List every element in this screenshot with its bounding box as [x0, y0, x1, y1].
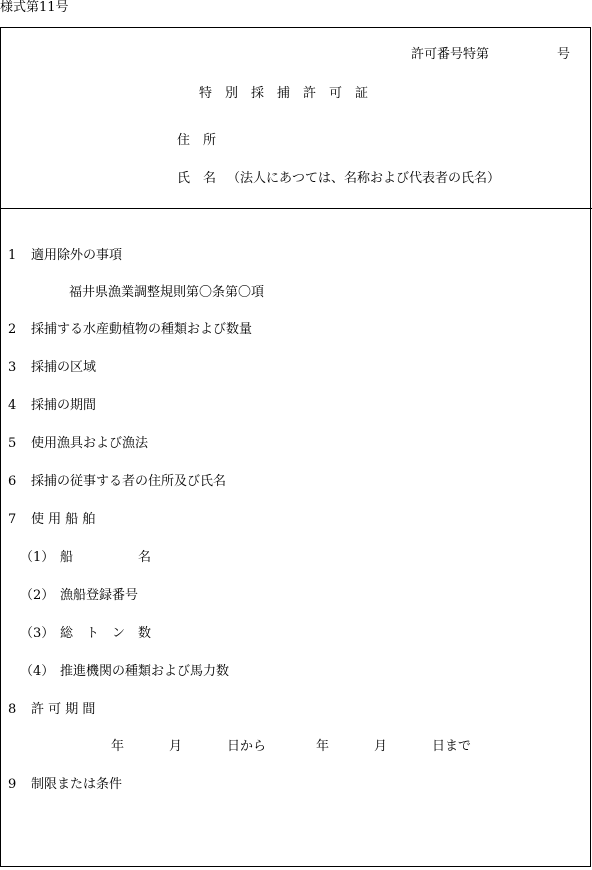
- name-label: 氏 名: [177, 171, 217, 186]
- period-day-from: 日から: [227, 739, 267, 754]
- item-7-4-number: （4）: [20, 664, 55, 679]
- permit-number-prefix: 許可番号特第: [411, 47, 490, 62]
- item-1-detail: 福井県漁業調整規則第〇条第〇項: [69, 285, 265, 300]
- item-7-3-text: 総 ト ン 数: [60, 626, 152, 641]
- period-month-to: 月: [374, 739, 388, 754]
- item-7-3-number: （3）: [20, 626, 55, 641]
- item-4-text: 採捕の期間: [31, 398, 97, 413]
- item-7-1-text: 船 名: [60, 550, 152, 565]
- item-3-text: 採捕の区域: [31, 360, 97, 375]
- item-1-number: 1: [8, 248, 17, 263]
- item-7-2-number: （2）: [20, 588, 55, 603]
- form-number-label: 様式第11号: [0, 0, 69, 15]
- item-9-text: 制限または条件: [31, 777, 123, 792]
- item-8-number: 8: [8, 702, 17, 717]
- period-year-from: 年: [111, 739, 125, 754]
- item-7-text: 使 用 船 舶: [31, 512, 96, 527]
- item-1-text: 適用除外の事項: [31, 248, 123, 263]
- permit-number-suffix: 号: [557, 47, 571, 62]
- header-divider: [0, 208, 592, 209]
- form-title: 特 別 採 捕 許 可 証: [199, 86, 369, 101]
- item-3-number: 3: [8, 360, 17, 375]
- item-8-text: 許 可 期 間: [31, 702, 96, 717]
- item-7-2-text: 漁船登録番号: [60, 588, 139, 603]
- item-5-text: 使用漁具および漁法: [31, 436, 149, 451]
- item-2-number: 2: [8, 322, 17, 337]
- item-7-1-number: （1）: [20, 550, 55, 565]
- item-6-number: 6: [8, 474, 17, 489]
- item-6-text: 採捕の従事する者の住所及び氏名: [31, 474, 227, 489]
- address-label: 住 所: [177, 133, 217, 148]
- period-year-to: 年: [316, 739, 330, 754]
- name-note: （法人にあつては、名称および代表者の氏名）: [227, 171, 501, 186]
- period-day-to: 日まで: [432, 739, 472, 754]
- item-7-number: 7: [8, 512, 17, 527]
- period-month-from: 月: [169, 739, 183, 754]
- item-7-4-text: 推進機関の種類および馬力数: [60, 664, 230, 679]
- item-4-number: 4: [8, 398, 17, 413]
- item-2-text: 採捕する水産動植物の種類および数量: [31, 322, 253, 337]
- item-5-number: 5: [8, 436, 17, 451]
- item-9-number: 9: [8, 777, 17, 792]
